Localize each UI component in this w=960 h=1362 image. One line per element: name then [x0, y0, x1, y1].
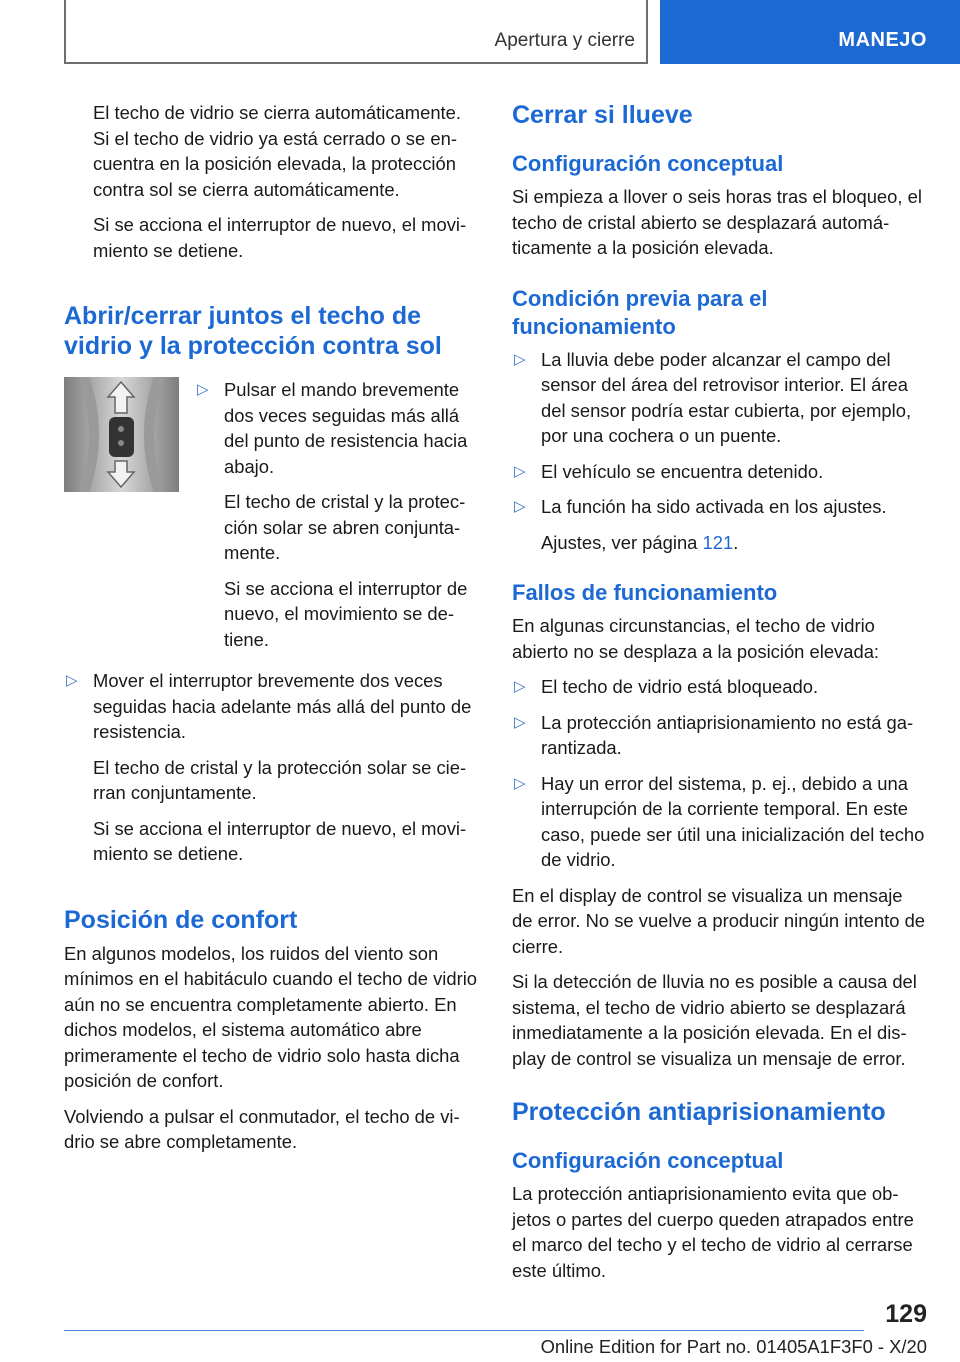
left-column [64, 100, 478, 1165]
list-item: ▷ La función ha sido activada en los ajustes. [512, 494, 928, 520]
paragraph: El techo de vidrio se cierra automáticamente. Si el techo de vidrio ya está cerrado o se encuentra en la posición elevada, la protección contra sol se cierra automáticamente. [93, 102, 461, 200]
paragraph: Si la detección de lluvia no es posible a causa del sistema, el techo de vidrio abierto se desplazará inmediatamente a la posición elevada. En el display de control se visualiza un mensaje de error. [512, 971, 917, 1069]
paragraph: En algunas circunstancias, el techo de vidrio abierto no se desplaza a la posición elevada: [512, 615, 880, 662]
paragraph: En algunos modelos, los ruidos del viento son mínimos en el habitáculo cuando el techo de vidrio aún no se encuentra completamente abierto. En dichos modelos, el sistema automático abre primeramente el techo de vidrio solo hasta dicha posición de confort. [64, 942, 478, 1091]
paragraph: Si se acciona el interruptor de nuevo, el movimiento se detiene. [93, 214, 467, 261]
subheading-fallos: Fallos de funcionamiento [512, 580, 778, 605]
paragraph: Volviendo a pulsar el conmutador, el techo de vidrio se abre completamente. [64, 1105, 460, 1152]
triangle-bullet-icon: ▷ [514, 678, 526, 695]
heading-anti: Protección antiaprisionamiento [512, 1098, 886, 1126]
figure-row [64, 377, 478, 662]
subheading-condicion: Condición previa para el funcionamiento [512, 285, 768, 339]
triangle-bullet-icon: ▷ [514, 350, 526, 368]
page-number: 129 [885, 1300, 927, 1328]
section-title: Apertura y cierre [494, 30, 635, 51]
subheading-config2: Configuración conceptual [512, 1148, 784, 1173]
roof-switch-icon [64, 377, 179, 492]
page-reference: Ajustes, ver página 121. [541, 531, 739, 553]
triangle-bullet-icon: ▷ [514, 774, 526, 792]
list-item: ▷ El vehículo se encuentra detenido. [512, 459, 928, 485]
list-item: ▷ La protección antiaprisionamiento no está garantizada. [514, 711, 914, 758]
triangle-bullet-icon: ▷ [66, 672, 78, 689]
paragraph: Si se acciona el interruptor de nuevo, el movimiento se detiene. [224, 577, 468, 650]
list-item: ▷ La lluvia debe poder alcanzar el campo del sensor del área del retrovisor interior. El área del sensor podría estar cubierta, por ejemplo, por una cochera o un puente. [514, 348, 912, 446]
subheading-config: Configuración conceptual [512, 151, 784, 176]
list-item: ▷ El techo de vidrio está bloqueado. [512, 674, 928, 700]
list-item: ▷ Hay un error del sistema, p. ej., debido a una interrupción de la corriente temporal. En este caso, puede ser útil una inicialización del techo de vidrio. [514, 772, 925, 870]
triangle-bullet-icon: ▷ [197, 381, 209, 398]
paragraph: El techo de cristal y la protección solar se cierran conjuntamente. [93, 756, 467, 803]
heading-lluvia: Cerrar si llueve [512, 101, 693, 129]
chapter-tab[interactable] [660, 0, 960, 64]
footer-edition: Online Edition for Part no. 01405A1F3F0 - X/20 [540, 1336, 927, 1357]
paragraph: Si se acciona el interruptor de nuevo, el movimiento se detiene. [93, 817, 467, 864]
paragraph: El techo de cristal y la protección solar se abren conjuntamente. [224, 491, 466, 563]
paragraph: La protección antiaprisionamiento evita que objetos o partes del cuerpo queden atrapados entre el marco del techo y el techo de vidrio al cerrarse este último. [512, 1183, 914, 1281]
triangle-bullet-icon: ▷ [514, 713, 526, 731]
paragraph: Si empieza a llover o seis horas tras el bloqueo, el techo de cristal abierto se desplazará automáticamente a la posición elevada. [512, 186, 922, 258]
triangle-bullet-icon: ▷ [514, 498, 526, 515]
paragraph: En el display de control se visualiza un mensaje de error. No se vuelve a producir ningún intento de cierre. [512, 884, 926, 957]
footer-divider [64, 1330, 864, 1331]
heading-juntos: Abrir/cerrar juntos el techo de vidrio y la protección contra sol [64, 302, 442, 360]
roof-switch-figure [64, 377, 179, 492]
list-item: ▷ Mover el interruptor brevemente dos veces seguidas hacia adelante más allá del punto de resistencia. [66, 670, 472, 742]
list-item: ▷ Pulsar el mando brevemente dos veces seguidas más allá del punto de resistencia hacia abajo. [197, 379, 468, 477]
page-link[interactable]: 121 [702, 531, 734, 553]
triangle-bullet-icon: ▷ [514, 462, 526, 480]
heading-confort: Posición de confort [64, 905, 298, 934]
right-column [512, 100, 928, 1293]
chapter-tab-label: MANEJO [838, 29, 927, 51]
